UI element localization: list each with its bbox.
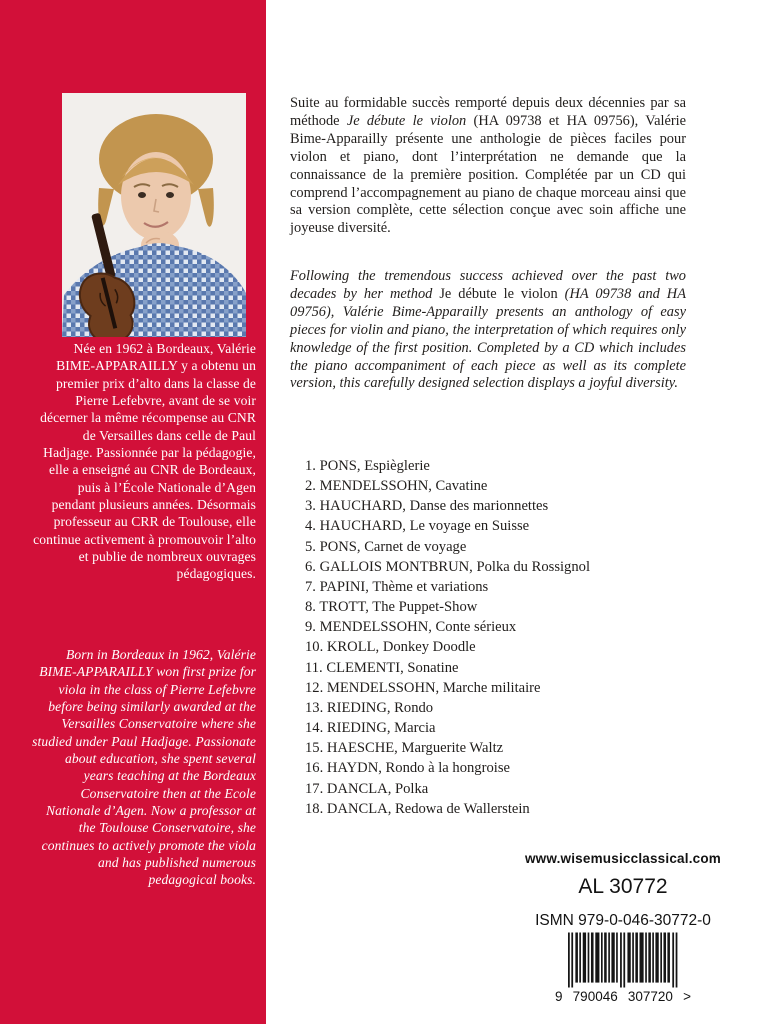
track-item: 6. GALLOIS MONTBRUN, Polka du Rossignol	[305, 558, 590, 575]
publisher-footer	[500, 851, 746, 1004]
publisher-website: www.wisemusicclassical.com	[524, 851, 722, 866]
author-portrait-illustration	[62, 93, 246, 337]
track-item: 18. DANCLA, Redowa de Wallerstein	[305, 800, 530, 817]
catalog-number: AL 30772	[578, 875, 668, 898]
track-item: 8. TROTT, The Puppet-Show	[305, 599, 478, 616]
barcode-arrow: >	[683, 989, 691, 1004]
author-bio-french: Née en 1962 à Bordeaux, Valérie BIME-APPARAILLY y a obtenu un premier prix d’alto dans la classe de Pierre Lefebvre, avant de se voir décerner la même récompense au CNR de Versailles dans celle de Paul Hadjage. Passionnée par la pédagogie, elle a enseigné au CNR de Bordeaux, puis à l’École Nationale d’Agen pendant plusieurs années. Désormais professeur au CRR de Toulouse, elle continue activement à promouvoir l’alto et publie de nombreux ouvrages pédagogiques.	[33, 341, 256, 582]
track-item: 3. HAUCHARD, Danse des marionnettes	[305, 498, 549, 515]
intro-fr-text: Suite au formidable succès remporté depuis deux décennies par sa méthode	[290, 95, 686, 129]
barcode	[500, 932, 746, 1004]
barcode-digits	[555, 989, 691, 1004]
track-item: 13. RIEDING, Rondo	[305, 699, 434, 716]
method-title-french: Je débute le violon	[346, 112, 467, 129]
tracklist	[305, 456, 590, 819]
barcode-group-2: 307720	[627, 989, 673, 1004]
track-item: 14. RIEDING, Marcia	[305, 720, 436, 737]
author-bio-english: Born in Bordeaux in 1962, Valérie BIME-APPARAILLY won first prize for viola in the class of Pierre Lefebvre before being similarly awarded at the Versailles Conservatoire where she studied under Paul Hadjage. Passionate about education, she spent several years teaching at the Bordeaux Conservatoire then at the Ecole Nationale d’Agen. Now a professor at the Toulouse Conservatoire, she continues to actively promote the viola and has published numerous pedagogical books.	[32, 647, 256, 888]
track-item: 7. PAPINI, Thème et variations	[305, 578, 489, 595]
left-red-panel	[0, 0, 266, 1024]
barcode-bars-icon	[568, 932, 678, 988]
track-item: 4. HAUCHARD, Le voyage en Suisse	[305, 518, 530, 535]
author-photo	[62, 93, 246, 337]
track-item: 2. MENDELSSOHN, Cavatine	[305, 478, 488, 495]
intro-paragraph-french	[290, 95, 686, 238]
barcode-group-1: 790046	[572, 989, 618, 1004]
method-title-english: Je débute le violon	[439, 285, 558, 302]
intro-en-text: Following the tremendous success achieved over the past two decades by her method	[290, 268, 686, 302]
track-item: 1. PONS, Espièglerie	[305, 458, 430, 474]
intro-en-text-after: (HA 09738 and HA 09756), Valérie Bime-Apparailly presents an anthology of easy pieces for violin and piano, the interpretation of which requires only knowledge of the first position. Completed by a CD which includes the piano accompaniment of each piece as well as its complete version, this carefully designed selection displays a joyful diversity.	[290, 285, 686, 392]
intro-paragraph-english	[290, 268, 686, 393]
track-item: 5. PONS, Carnet de voyage	[305, 538, 467, 555]
track-item: 12. MENDELSSOHN, Marche militaire	[305, 679, 541, 696]
track-item: 10. KROLL, Donkey Doodle	[305, 639, 476, 656]
track-item: 11. CLEMENTI, Sonatine	[305, 659, 459, 676]
ismn-number: ISMN 979-0-046-30772-0	[535, 912, 711, 929]
track-item: 16. HAYDN, Rondo à la hongroise	[305, 760, 510, 777]
barcode-left-digit: 9	[555, 989, 563, 1004]
track-item: 17. DANCLA, Polka	[305, 780, 429, 797]
track-item: 9. MENDELSSOHN, Conte sérieux	[305, 619, 517, 636]
intro-fr-text-after: (HA 09738 et HA 09756), Valérie Bime-Apparailly présente une anthologie de pièces faciles pour violon et piano, dont l’interprétation ne demande que la connaissance de la première position. Complétée par un CD qui comprend l’accompagnement au piano de chaque morceau ainsi que sa version complète, cette sélection conçue avec soin affiche une joyeuse diversité.	[290, 112, 687, 237]
track-item: 15. HAESCHE, Marguerite Waltz	[305, 740, 504, 757]
